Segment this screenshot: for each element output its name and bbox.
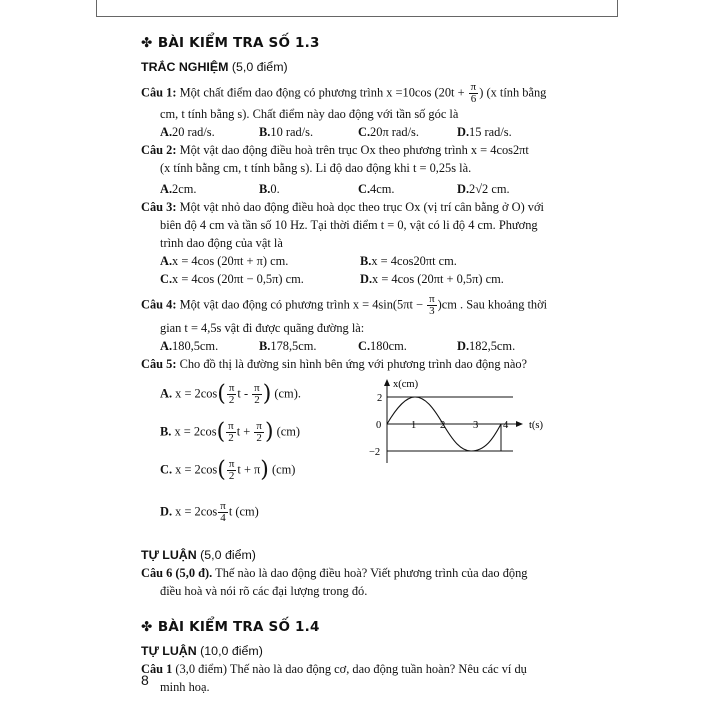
mc-header xyxy=(141,58,581,76)
q4-option-c[interactable] xyxy=(358,337,457,355)
option-key: D. xyxy=(360,272,373,286)
q3-label: Câu 3: xyxy=(141,200,177,214)
q2-option-b[interactable] xyxy=(259,180,358,198)
option-key: C. xyxy=(160,272,173,286)
option-text: x = 4cos20πt cm. xyxy=(371,254,457,268)
paren-close: ) xyxy=(260,457,269,483)
q3-option-c[interactable] xyxy=(160,270,360,288)
paren-open: ( xyxy=(217,381,226,407)
option-text: t xyxy=(228,504,233,519)
top-frame xyxy=(96,0,618,17)
option-text: (cm) xyxy=(268,462,296,477)
option-text: 2√2 cm. xyxy=(469,182,510,196)
x-tick-3: 3 xyxy=(473,420,479,431)
option-text: 180cm. xyxy=(370,339,407,353)
q4-option-b[interactable] xyxy=(259,337,358,355)
q4-frac-num: π xyxy=(429,293,435,305)
q4-text-b: )cm . Sau khoảng thời xyxy=(437,297,548,312)
option-text: 180,5cm. xyxy=(172,339,219,353)
fraction xyxy=(252,383,262,406)
sine-graph xyxy=(351,379,541,469)
q14-1-label: Câu 1 xyxy=(141,662,173,676)
q2-option-c[interactable] xyxy=(358,180,457,198)
q1-text-b: ) (x tính bằng xyxy=(479,85,547,100)
q1-text-a: Một chất điểm dao động có phương trình x =10cos (20t + xyxy=(176,85,468,100)
paren-open: ( xyxy=(216,419,226,445)
paren-close: ) xyxy=(264,419,274,445)
q1-line1 xyxy=(141,82,581,105)
q2-options xyxy=(141,180,581,198)
q6-label: Câu 6 (5,0 đ). xyxy=(141,566,213,580)
section-title-1-3 xyxy=(141,34,581,54)
frac-den: 2 xyxy=(228,432,234,444)
q3-text: Một vật nhỏ dao động điều hoà dọc theo trục Ox (vị trí cân bằng ở O) với xyxy=(176,200,545,214)
option-text: x = 2cos xyxy=(172,462,218,477)
q2-text: Một vật dao động điều hoà trên trục Ox theo phương trình x = 4cos2πt xyxy=(176,143,529,157)
frac-num: π xyxy=(256,420,262,432)
q2-label: Câu 2: xyxy=(141,143,177,157)
q1-label: Câu 1: xyxy=(141,85,177,100)
q6-text: Thế nào là dao động điều hoà? Viết phương trình của dao động xyxy=(212,566,528,580)
q5-option-a[interactable] xyxy=(160,383,301,406)
frac-num: π xyxy=(220,500,226,512)
q14-1-text: (3,0 điểm) Thế nào là dao động cơ, dao động tuần hoàn? Nêu các ví dụ xyxy=(172,662,527,676)
frac-den: 2 xyxy=(228,470,235,482)
q5-label: Câu 5: xyxy=(141,357,177,371)
q3-line3: trình dao động của vật là xyxy=(160,236,283,250)
q3-line1 xyxy=(141,198,581,216)
y-axis-label: x(cm) xyxy=(393,379,419,390)
option-text: x = 2cos xyxy=(172,504,218,519)
q6-line2: điều hoà và nói rõ các đại lượng trong đó. xyxy=(160,584,368,598)
q4-text-a: Một vật dao động có phương trình x = 4sin(5πt − xyxy=(176,297,427,312)
option-key: C. xyxy=(358,339,371,353)
page-content xyxy=(141,34,581,696)
option-text: x = 4cos (20πt + π) cm. xyxy=(172,254,289,268)
frac-num: π xyxy=(228,420,234,432)
option-key: B. xyxy=(360,254,372,268)
q5-body xyxy=(141,377,581,542)
option-key: B. xyxy=(259,182,271,196)
q1-frac-den: 6 xyxy=(470,93,477,105)
option-text: 20 rad/s. xyxy=(172,125,215,139)
q4-options xyxy=(141,337,581,355)
option-key: D. xyxy=(457,125,470,139)
essay-points: (5,0 điểm) xyxy=(196,548,256,562)
essay-header-label: TỰ LUẬN xyxy=(141,548,197,562)
q2-option-a[interactable] xyxy=(160,180,259,198)
q4-frac-den: 3 xyxy=(429,305,435,317)
question-3 xyxy=(141,198,581,288)
option-text: 182,5cm. xyxy=(469,339,516,353)
option-text: t - xyxy=(237,386,252,401)
question-2 xyxy=(141,141,581,198)
option-key: D. xyxy=(160,504,173,519)
fraction xyxy=(227,383,237,406)
essay-header-label: TỰ LUẬN xyxy=(141,644,197,658)
option-key: A. xyxy=(160,386,173,401)
q4-label: Câu 4: xyxy=(141,297,177,312)
option-key: D. xyxy=(457,182,470,196)
question-1 xyxy=(141,82,581,141)
option-text: 20π rad/s. xyxy=(370,125,419,139)
option-key: B. xyxy=(259,125,271,139)
x-axis-arrow xyxy=(516,421,523,427)
q3-option-d[interactable] xyxy=(360,270,560,288)
option-text: (cm) xyxy=(273,424,301,439)
frac-den: 2 xyxy=(254,394,260,406)
q2-line2: (x tính bằng cm, t tính bằng s). Li độ dao động khi t = 0,25s là. xyxy=(160,161,472,175)
option-text: 178,5cm. xyxy=(270,339,317,353)
q3-option-a[interactable] xyxy=(160,252,360,270)
q3-options-row2 xyxy=(141,270,581,288)
option-key: A. xyxy=(160,182,173,196)
essay-header-1-3 xyxy=(141,546,581,564)
option-text: x = 2cos xyxy=(172,386,218,401)
question-1-4-1 xyxy=(141,660,581,696)
q3-line2: biên độ 4 cm và tần số 10 Hz. Tại thời điểm t = 0, vật có li độ 4 cm. Phương xyxy=(160,218,538,232)
x-axis-label: t(s) xyxy=(529,420,543,431)
q6-line1 xyxy=(141,564,581,582)
option-key: D. xyxy=(457,339,470,353)
question-5 xyxy=(141,355,581,542)
paren-open: ( xyxy=(217,457,226,483)
q14-1-line2: minh hoạ. xyxy=(160,680,210,694)
frac-den: 4 xyxy=(220,512,226,524)
q1-fraction xyxy=(469,82,479,105)
y-tick-neg2: −2 xyxy=(369,447,381,458)
q1-options xyxy=(141,123,581,141)
q5-text: Cho đồ thị là đường sin hình bên ứng với phương trình dao động nào? xyxy=(176,357,528,371)
q5-line1 xyxy=(141,355,581,373)
mc-points: (5,0 điểm) xyxy=(228,60,288,74)
q3-option-b[interactable] xyxy=(360,252,560,270)
option-text: x = 4cos (20πt − 0,5π) cm. xyxy=(172,272,304,286)
frac-num: π xyxy=(228,382,235,394)
q1-frac-num: π xyxy=(470,81,477,93)
essay-header-1-4 xyxy=(141,642,581,660)
y-tick-0: 0 xyxy=(376,420,382,431)
question-6 xyxy=(141,564,581,600)
section-title-text: BÀI KIỂM TRA SỐ 1.4 xyxy=(157,619,320,635)
option-text: 15 rad/s. xyxy=(469,125,512,139)
x-tick-4: 4 xyxy=(503,420,509,431)
q14-1-line1 xyxy=(141,660,581,678)
fraction xyxy=(254,421,264,444)
q5-option-c[interactable] xyxy=(160,459,295,482)
essay-points: (10,0 điểm) xyxy=(196,644,263,658)
option-key: C. xyxy=(358,125,371,139)
option-text: x = 4cos (20πt + 0,5π) cm. xyxy=(372,272,504,286)
option-text: (cm). xyxy=(271,386,301,401)
mc-header-label: TRẮC NGHIỆM xyxy=(141,60,229,74)
page-number: 8 xyxy=(141,672,149,688)
q4-option-a[interactable] xyxy=(160,337,259,355)
fraction xyxy=(227,459,237,482)
fraction xyxy=(226,421,236,444)
option-text: x = 2cos xyxy=(171,424,217,439)
option-text: (cm) xyxy=(232,504,259,519)
q2-line1 xyxy=(141,141,581,159)
frac-num: π xyxy=(254,382,260,394)
option-key: C. xyxy=(358,182,371,196)
option-key: B. xyxy=(160,424,172,439)
x-tick-2: 2 xyxy=(440,420,446,431)
section-title-text: BÀI KIỂM TRA SỐ 1.3 xyxy=(157,35,320,51)
option-key: A. xyxy=(160,339,173,353)
q5-option-b[interactable] xyxy=(160,421,300,444)
question-4 xyxy=(141,294,581,355)
section-title-1-4 xyxy=(141,618,581,638)
y-tick-2: 2 xyxy=(377,393,383,404)
option-text: 10 rad/s. xyxy=(270,125,314,139)
q2-option-d[interactable] xyxy=(457,180,556,198)
diamond-icon: ✤ xyxy=(141,35,153,51)
option-text: t + xyxy=(236,424,254,439)
frac-den: 2 xyxy=(256,432,262,444)
q1-option-c[interactable] xyxy=(358,123,457,141)
q4-line1 xyxy=(141,294,581,317)
q4-option-d[interactable] xyxy=(457,337,556,355)
option-text: 4cm. xyxy=(370,182,395,196)
option-text: 0. xyxy=(270,182,280,196)
q1-option-a[interactable] xyxy=(160,123,259,141)
diamond-icon: ✤ xyxy=(141,619,153,635)
q1-line2: cm, t tính bằng s). Chất điểm này dao động với tần số góc là xyxy=(160,107,459,121)
q1-option-b[interactable] xyxy=(259,123,358,141)
q4-fraction xyxy=(427,294,437,317)
q1-option-d[interactable] xyxy=(457,123,556,141)
option-key: A. xyxy=(160,125,173,139)
paren-close: ) xyxy=(262,381,272,407)
frac-num: π xyxy=(228,458,235,470)
x-tick-1: 1 xyxy=(411,420,417,431)
fraction xyxy=(218,501,228,524)
option-key: A. xyxy=(160,254,173,268)
option-text: 2cm. xyxy=(172,182,197,196)
q5-option-d[interactable] xyxy=(160,501,259,524)
frac-den: 2 xyxy=(228,394,235,406)
option-key: B. xyxy=(259,339,271,353)
q3-options-row1 xyxy=(141,252,581,270)
q4-line2: gian t = 4,5s vật đi được quãng đường là: xyxy=(160,321,365,335)
option-text: t + π xyxy=(237,462,261,477)
y-axis-arrow xyxy=(384,379,390,386)
option-key: C. xyxy=(160,462,173,477)
